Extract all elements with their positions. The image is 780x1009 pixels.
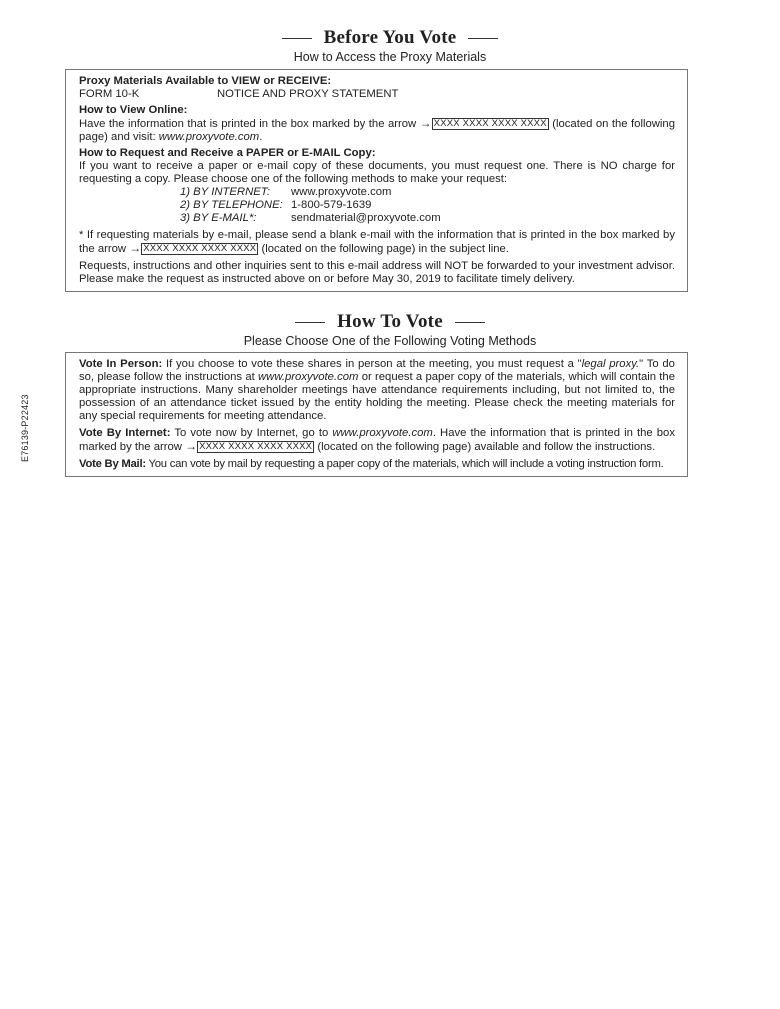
materials-heading: Proxy Materials Available to VIEW or RECEIVE:	[79, 75, 332, 87]
before-you-vote-subtitle: How to Access the Proxy Materials	[293, 50, 487, 64]
heading-rule-right	[455, 322, 485, 323]
request-copy-heading: How to Request and Receive a PAPER or E-MAIL Copy:	[79, 147, 376, 159]
request-method-email: 3) BY E-MAIL*: sendmaterial@proxyvote.com	[180, 212, 441, 224]
control-number-box: XXXX XXXX XXXX XXXX	[433, 118, 547, 129]
internet-url[interactable]: www.proxyvote.com	[291, 186, 392, 198]
proxyvote-link[interactable]: www.proxyvote.com	[158, 131, 260, 143]
arrow-icon: →	[419, 116, 432, 130]
how-to-vote-subtitle: Please Choose One of the Following Voting Methods	[243, 334, 537, 348]
proxyvote-link[interactable]: www.proxyvote.com	[258, 371, 359, 383]
arrow-icon: →	[185, 439, 198, 453]
vote-in-person: Vote In Person: If you choose to vote these shares in person at the meeting, you must request a "legal proxy." To do so, please follow the instructions at www.proxyvote.com or request a paper copy of the materials, which will contain the appropriate instructions. Many shareholder meetings have attendance requirements including, but not limited to, the possession of an attendance ticket issued by the entity holding the meeting. Please check the meeting materials for any special requirements for meeting attendance.	[79, 358, 675, 422]
email-address[interactable]: sendmaterial@proxyvote.com	[291, 212, 441, 224]
heading-rule-right	[468, 38, 498, 39]
materials-list	[79, 88, 675, 101]
how-to-vote-title: How To Vote	[337, 311, 443, 332]
vote-by-mail: Vote By Mail: You can vote by mail by requesting a paper copy of the materials, which will include a voting instruction form.	[79, 458, 664, 470]
request-method-telephone: 2) BY TELEPHONE: 1-800-579-1639	[180, 199, 372, 211]
telephone-number[interactable]: 1-800-579-1639	[291, 199, 372, 211]
before-you-vote-heading	[0, 27, 780, 64]
before-you-vote-title: Before You Vote	[323, 27, 457, 48]
vote-in-person-label: Vote In Person:	[79, 358, 163, 370]
vote-by-internet-label: Vote By Internet:	[79, 427, 171, 439]
how-to-vote-heading	[0, 311, 780, 348]
voting-methods-box	[65, 352, 688, 477]
request-methods-list	[180, 186, 675, 225]
view-online-heading: How to View Online:	[79, 104, 188, 116]
request-copy-text: If you want to receive a paper or e-mail copy of these documents, you must request one. There is NO charge for requesting a copy. Please choose one of the following methods to make your request:	[79, 160, 675, 185]
request-method-internet: 1) BY INTERNET: www.proxyvote.com	[180, 186, 392, 198]
material-item: NOTICE AND PROXY STATEMENT	[217, 88, 399, 100]
view-online-text: Have the information that is printed in the box marked by the arrow → XXXX XXXX XXXX XXXX (located on the following page) and visit: www.proxyvote.com.	[79, 116, 675, 143]
proxy-materials-box	[65, 69, 688, 292]
material-item: FORM 10-K	[79, 88, 140, 100]
delivery-note: Requests, instructions and other inquiries sent to this e-mail address will NOT be forwarded to your investment advisor. Please make the request as instructed above on or before May 30, 2019 to facilitate timely delivery.	[79, 260, 675, 285]
vote-by-mail-label: Vote By Mail:	[79, 458, 146, 470]
document-code: E76139-P22423	[20, 394, 30, 462]
email-footnote: * If requesting materials by e-mail, please send a blank e-mail with the information that is printed in the box marked by the arrow → XXXX XXXX XXXX XXXX (located on the following page) in the subject line.	[79, 229, 675, 255]
heading-rule-left	[282, 38, 312, 39]
vote-by-internet: Vote By Internet: To vote now by Internet, go to www.proxyvote.com. Have the information that is printed in the box marked by the arrow → XXXX XXXX XXXX XXXX (located on the following page) available and follow the instructions.	[79, 427, 675, 453]
heading-rule-left	[295, 322, 325, 323]
control-number-box: XXXX XXXX XXXX XXXX	[143, 243, 257, 254]
arrow-icon: →	[129, 241, 142, 255]
control-number-box: XXXX XXXX XXXX XXXX	[199, 441, 313, 452]
proxyvote-link[interactable]: www.proxyvote.com	[332, 427, 433, 439]
